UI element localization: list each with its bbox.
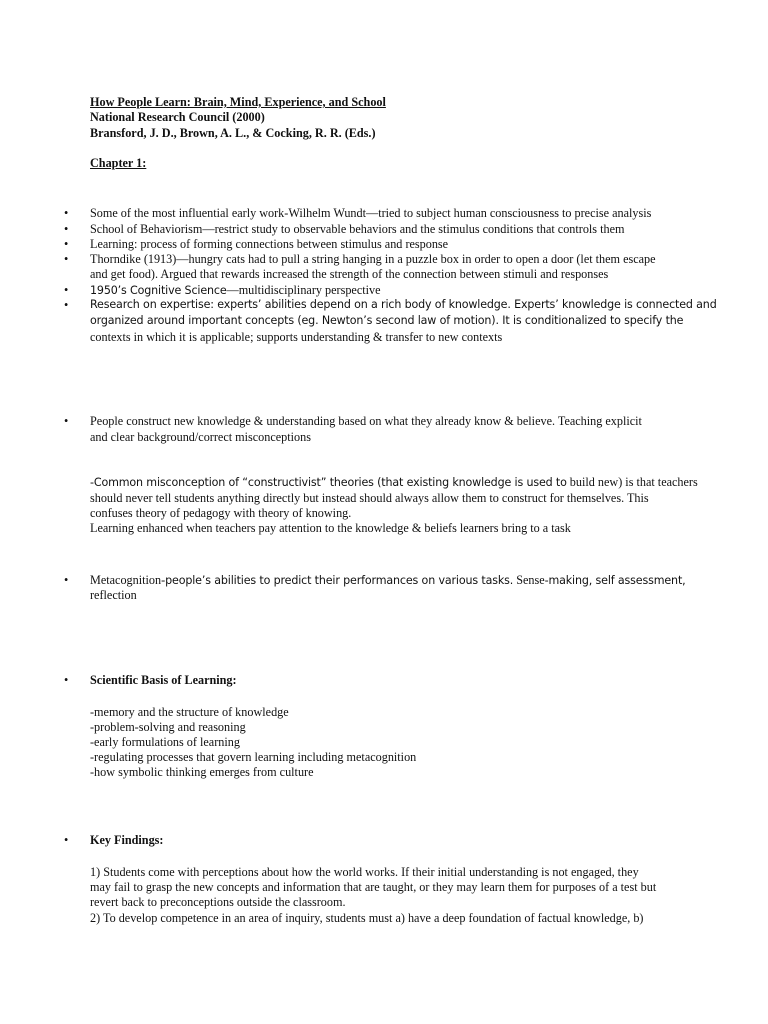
authors-line: Bransford, J. D., Brown, A. L., & Cocking, R. R. (Eds.) bbox=[90, 126, 376, 140]
basis-item-regulating: -regulating processes that govern learning including metacognition bbox=[90, 750, 417, 764]
basis-item-memory: -memory and the structure of knowledge bbox=[90, 705, 289, 719]
bullet-text-expertise-cont2: contexts in which it is applicable; supports understanding & transfer to new contexts bbox=[90, 330, 503, 344]
finding-line-2: may fail to grasp the new concepts and information that are taught, or they may learn them for purposes of a test but bbox=[90, 880, 657, 894]
key-findings-heading: Key Findings: bbox=[90, 833, 164, 847]
basis-item-problem-solving: -problem-solving and reasoning bbox=[90, 720, 246, 734]
finding-line-3: revert back to preconceptions outside the classroom. bbox=[90, 895, 346, 909]
bullet-text-behaviorism: School of Behaviorism—restrict study to observable behaviors and the stimulus conditions that controls them bbox=[90, 222, 625, 236]
bullet-3: • bbox=[64, 237, 69, 251]
publisher-line: National Research Council (2000) bbox=[90, 110, 265, 124]
bullet-text-construct: People construct new knowledge & understanding based on what they already know & believe. Teaching explicit bbox=[90, 414, 642, 428]
misconception-paragraph-line2: should never tell students anything directly but instead should always allow them to construct for themselves. This bbox=[90, 491, 649, 505]
bullet-2: • bbox=[64, 222, 69, 236]
document-title: How People Learn: Brain, Mind, Experience, and School bbox=[90, 95, 386, 109]
learning-enhanced-line: Learning enhanced when teachers pay attention to the knowledge & beliefs learners bring to a task bbox=[90, 521, 571, 535]
bullet-6: • bbox=[64, 298, 69, 312]
bullet-5: • bbox=[64, 283, 69, 297]
bullet-text-construct-cont: and clear background/correct misconceptions bbox=[90, 430, 311, 444]
bullet-text-expertise: Research on expertise: experts’ abilities depend on a rich body of knowledge. Experts’ knowledge is connected and bbox=[90, 298, 717, 311]
bullet-7: • bbox=[64, 414, 69, 428]
bullet-text-learning: Learning: process of forming connections between stimulus and response bbox=[90, 237, 449, 251]
chapter-heading: Chapter 1: bbox=[90, 156, 147, 170]
bullet-text-expertise-cont1: organized around important concepts (eg. Newton’s second law of motion). It is conditionalized to specify the bbox=[90, 314, 684, 327]
finding-line-4: 2) To develop competence in an area of inquiry, students must a) have a deep foundation of factual knowledge, b) bbox=[90, 911, 644, 925]
metacognition-definition: people’s abilities to predict their performances on various tasks. bbox=[165, 574, 514, 587]
bullet-8: • bbox=[64, 573, 69, 587]
misconception-serif-part: build new) is that teachers bbox=[566, 475, 698, 489]
metacognition-term: Metacognition- bbox=[90, 573, 166, 587]
bullet-1: • bbox=[64, 206, 69, 220]
misconception-paragraph-line3: confuses theory of pedagogy with theory of knowing. bbox=[90, 506, 352, 520]
misconception-paragraph-line1 bbox=[90, 474, 698, 491]
cognitive-science-desc: —multidisciplinary perspective bbox=[226, 283, 381, 297]
finding-line-1: 1) Students come with perceptions about how the world works. If their initial understanding is not engaged, they bbox=[90, 865, 639, 879]
metacognition-making: -making, self assessment, bbox=[544, 574, 686, 587]
bullet-text-thorndike-cont: and get food). Argued that rewards increased the strength of the connection between stimuli and responses bbox=[90, 267, 609, 281]
bullet-4: • bbox=[64, 252, 69, 266]
basis-item-early-formulations: -early formulations of learning bbox=[90, 735, 240, 749]
bullet-text-thorndike: Thorndike (1913)—hungry cats had to pull a string hanging in a puzzle box in order to open a door (let them escape bbox=[90, 252, 656, 266]
bullet-10: • bbox=[64, 833, 69, 847]
cognitive-science-label: 1950’s Cognitive Science bbox=[90, 284, 227, 297]
bullet-text-metacognition-cont: reflection bbox=[90, 588, 137, 602]
scientific-basis-heading: Scientific Basis of Learning: bbox=[90, 673, 237, 687]
metacognition-sense: Sense bbox=[513, 573, 545, 587]
misconception-sans-part: -Common misconception of “constructivist” theories (that existing knowledge is used to bbox=[90, 476, 567, 489]
basis-item-symbolic: -how symbolic thinking emerges from culture bbox=[90, 765, 314, 779]
bullet-9: • bbox=[64, 673, 69, 687]
bullet-text-wundt: Some of the most influential early work-Wilhelm Wundt—tried to subject human consciousness to precise analysis bbox=[90, 206, 652, 220]
